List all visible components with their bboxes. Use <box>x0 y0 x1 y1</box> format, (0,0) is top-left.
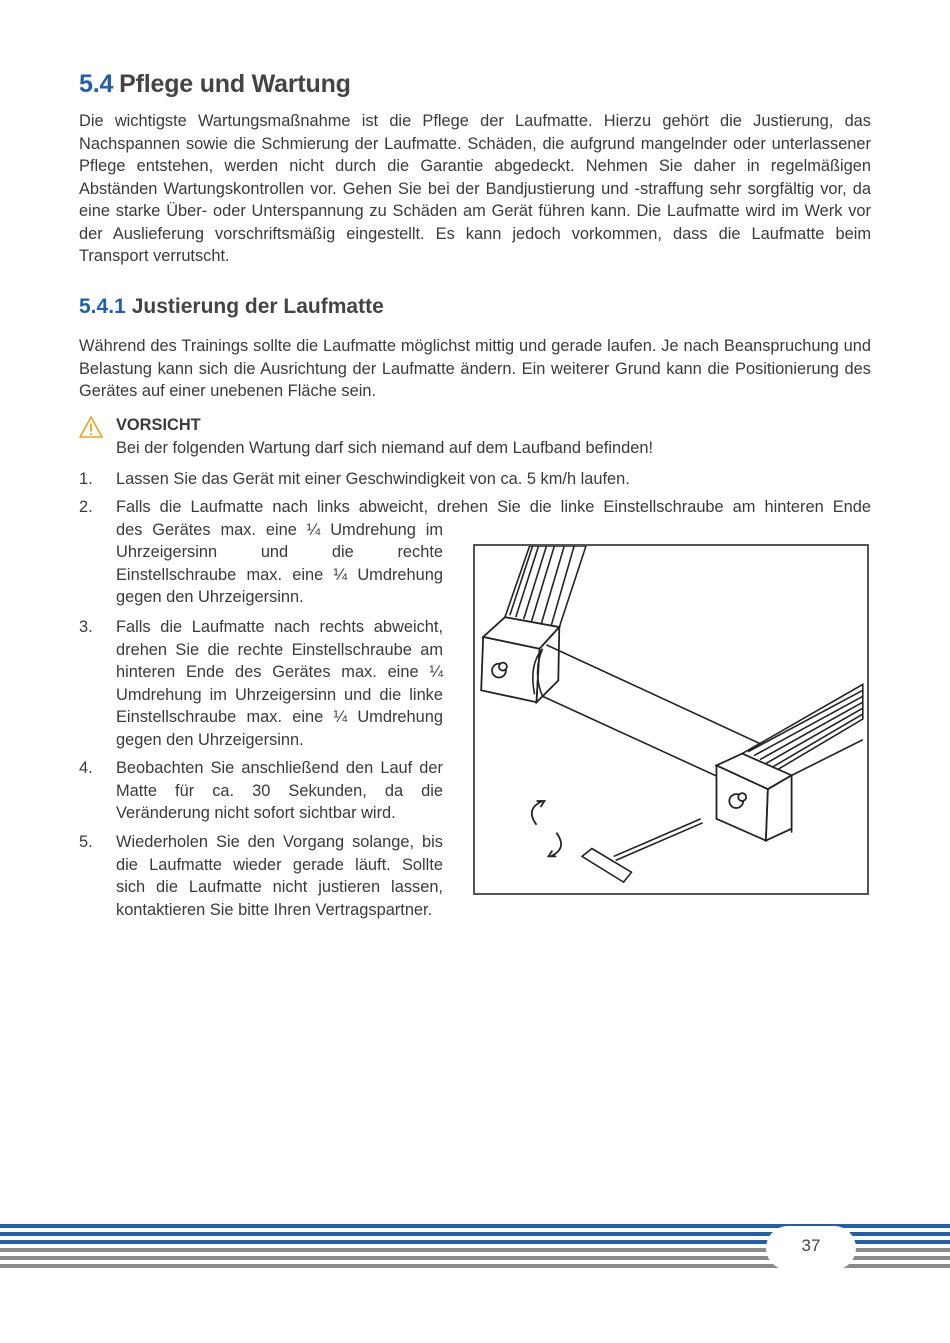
subsection-heading <box>79 295 384 319</box>
step-number: 1. <box>79 470 93 488</box>
warning-triangle-icon <box>79 416 103 438</box>
section-title: Pflege und Wartung <box>119 70 351 98</box>
section-number: 5.4 <box>79 70 114 98</box>
step-number: 5. <box>79 833 93 851</box>
rotate-arrows-icon <box>532 801 561 856</box>
caution-text: Bei der folgenden Wartung darf sich niemand auf dem Laufband befinden! <box>116 439 654 457</box>
subsection-paragraph: Während des Trainings sollte die Laufmatte möglichst mittig und gerade laufen. Je nach Beanspruchung und Belastung kann sich die Ausrichtung der Laufmatte ändern. Ein weiterer Grund kann die Positionierung des Gerätes auf einer unebenen Fläche sein. <box>79 337 871 400</box>
step-text: Beobachten Sie anschließend den Lauf der Matte für ca. 30 Sekunden, da die Veränderung nicht sofort sichtbar wird. <box>116 759 443 822</box>
step-text: Wiederholen Sie den Vorgang solange, bis die Laufmatte wieder gerade läuft. Sollte sich die Laufmatte nicht justieren lassen, kontaktieren Sie bitte Ihren Vertragspartner. <box>116 833 443 919</box>
step-number: 4. <box>79 759 93 777</box>
step-text-rest: des Gerätes max. eine ¼ Umdrehung im Uhrzeigersinn und die rechte Einstellschraube max. eine ¼ Umdrehung gegen den Uhrzeigersinn. <box>116 520 443 606</box>
subsection-number: 5.4.1 <box>79 295 126 318</box>
treadmill-rear-end-drawing <box>475 546 867 893</box>
step-text: Lassen Sie das Gerät mit einer Geschwindigkeit von ca. 5 km/h laufen. <box>116 470 630 488</box>
subsection-title: Justierung der Laufmatte <box>131 295 384 318</box>
step-number: 3. <box>79 618 93 636</box>
step-number: 2. <box>79 498 93 516</box>
caution-title: VORSICHT <box>116 416 201 434</box>
step-text-first-line: Falls die Laufmatte nach links abweicht, drehen Sie die linke Einstellschraube am hinteren Ende <box>116 498 871 516</box>
intro-paragraph: Die wichtigste Wartungsmaßnahme ist die Pflege der Laufmatte. Hierzu gehört die Justierung, das Nachspannen sowie die Schmierung der Laufmatte. Schäden, die aufgrund mangelnder oder unterlassener Pflege entstehen, werden nicht durch die Garantie abgedeckt. Nehmen Sie daher in regelmäßigen Abständen Wartungskontrollen vor. Gehen Sie bei der Bandjustierung und -straffung sehr sorgfältig vor, da eine starke Über- oder Unterspannung zu Schäden am Gerät führen kann. Die Laufmatte wird im Werk vor der Auslieferung vorschriftsmäßig eingestellt. Es kann jedoch vorkommen, dass die Laufmatte beim Transport verrutscht. <box>79 112 871 265</box>
step-text: Falls die Laufmatte nach rechts abweicht, drehen Sie die rechte Einstellschraube am hinteren Ende des Gerätes max. eine ¼ Umdrehung im Uhrzeigersinn und die linke Einstellschraube max. eine ¼ Umdrehung gegen den Uhrzeigersinn. <box>116 618 443 749</box>
page-number: 37 <box>801 1236 821 1255</box>
section-heading <box>79 70 351 99</box>
treadmill-adjustment-illustration <box>473 544 869 895</box>
